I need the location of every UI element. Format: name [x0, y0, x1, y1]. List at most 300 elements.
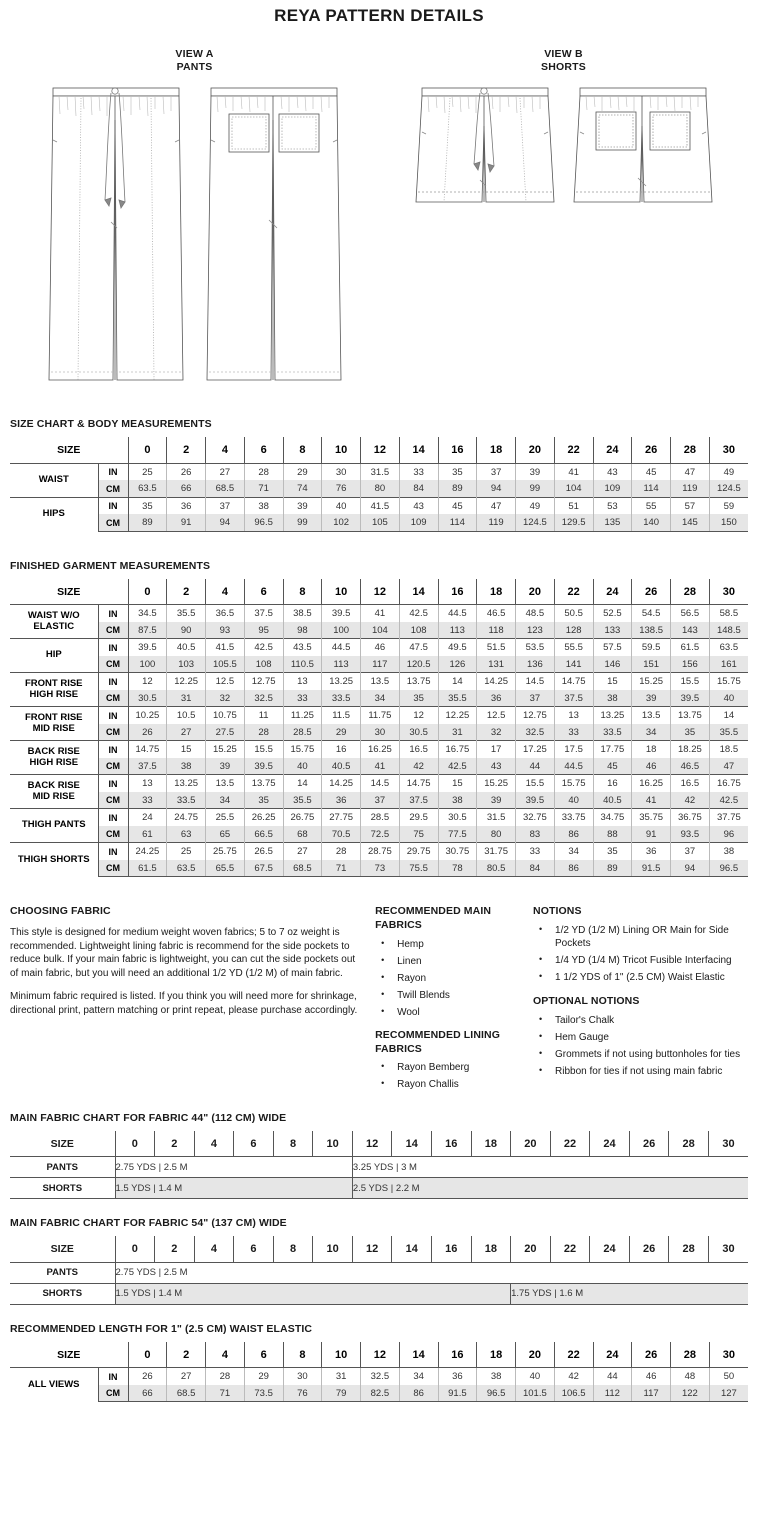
data-cell: 63.5 — [709, 639, 748, 656]
data-cell: 50.5 — [554, 605, 593, 622]
data-cell: 16.5 — [671, 775, 710, 792]
row-label: FRONT RISE MID RISE — [10, 707, 98, 741]
unit-label-cm: CM — [98, 690, 128, 707]
size-header-24: 24 — [593, 579, 632, 605]
data-cell: 42.5 — [244, 639, 283, 656]
data-cell: 28.5 — [361, 809, 400, 826]
table-row — [10, 826, 748, 843]
unit-label-in: IN — [98, 673, 128, 690]
data-cell: 84 — [516, 860, 555, 877]
data-cell: 91.5 — [438, 1385, 477, 1402]
data-cell: 46 — [632, 1368, 671, 1385]
size-header-10: 10 — [322, 579, 361, 605]
data-cell: 124.5 — [709, 480, 748, 497]
finished-chart-body — [10, 579, 748, 877]
data-cell: 80 — [361, 480, 400, 497]
data-cell: 56.5 — [671, 605, 710, 622]
size-header-26: 26 — [632, 579, 671, 605]
table-header-row — [10, 1131, 748, 1157]
size-header-0: 0 — [128, 1342, 167, 1368]
size-header-12: 12 — [361, 1342, 400, 1368]
yardage-cell: 3.25 YDS | 3 M — [352, 1157, 748, 1178]
data-cell: 25.5 — [206, 809, 245, 826]
data-cell: 79 — [322, 1385, 361, 1402]
data-cell: 38 — [477, 1368, 516, 1385]
data-cell: 26 — [167, 463, 206, 480]
table-row — [10, 1385, 748, 1402]
table-row — [10, 480, 748, 497]
data-cell: 31.75 — [477, 843, 516, 860]
data-cell: 150 — [709, 514, 748, 531]
data-cell: 37 — [477, 463, 516, 480]
data-cell: 94 — [206, 514, 245, 531]
list-item: • 1/2 YD (1/2 M) Lining OR Main for Side Pockets — [533, 924, 748, 951]
data-cell: 28 — [244, 724, 283, 741]
data-cell: 36 — [322, 792, 361, 809]
data-cell: 37.5 — [554, 690, 593, 707]
data-cell: 15.25 — [632, 673, 671, 690]
data-cell: 33 — [516, 843, 555, 860]
data-cell: 95 — [244, 622, 283, 639]
table-row — [10, 792, 748, 809]
row-label: SHORTS — [10, 1283, 115, 1304]
size-header-6: 6 — [234, 1236, 274, 1262]
data-cell: 42.5 — [438, 758, 477, 775]
data-cell: 48.5 — [516, 605, 555, 622]
data-cell: 36.5 — [206, 605, 245, 622]
data-cell: 99 — [516, 480, 555, 497]
data-cell: 29.75 — [399, 843, 438, 860]
elastic-chart-body — [10, 1342, 748, 1402]
unit-label-cm: CM — [98, 656, 128, 673]
data-cell: 118 — [477, 622, 516, 639]
size-header-20: 20 — [516, 1342, 555, 1368]
size-header-6: 6 — [234, 1131, 274, 1157]
data-cell: 47 — [477, 497, 516, 514]
shorts-front-illustration — [410, 80, 560, 215]
choosing-fabric-paragraph-1: This style is designed for medium weight woven fabrics; 5 to 7 oz weight is recommended. Lightweight lining fabric is recommend for the side pockets to reduce bulk. If your main fabric is lightweight, you can cut the side pockets out of main fabric, but you will need an additional 1/2 YD (1/2 M) of main fabric. — [10, 926, 356, 980]
table-row — [10, 656, 748, 673]
data-cell: 94 — [477, 480, 516, 497]
data-cell: 80 — [477, 826, 516, 843]
data-cell: 40.5 — [593, 792, 632, 809]
recommended-main-list — [375, 938, 523, 1020]
view-b-caption — [541, 48, 586, 74]
data-cell: 59.5 — [632, 639, 671, 656]
data-cell: 43.5 — [283, 639, 322, 656]
row-label: HIP — [10, 639, 98, 673]
data-cell: 146 — [593, 656, 632, 673]
elastic-chart-table — [10, 1342, 748, 1403]
data-cell: 41.5 — [361, 497, 400, 514]
data-cell: 87.5 — [128, 622, 167, 639]
data-cell: 100 — [322, 622, 361, 639]
view-b-line1: VIEW B — [544, 48, 583, 60]
size-header-label: SIZE — [10, 1131, 115, 1157]
size-header-10: 10 — [322, 437, 361, 463]
size-header-18: 18 — [471, 1131, 511, 1157]
table-header-row — [10, 1236, 748, 1262]
data-cell: 36 — [477, 690, 516, 707]
unit-label-cm: CM — [98, 514, 128, 531]
list-item: • Tailor's Chalk — [533, 1014, 748, 1028]
data-cell: 18 — [632, 741, 671, 758]
size-header-14: 14 — [392, 1236, 432, 1262]
data-cell: 16.75 — [709, 775, 748, 792]
data-cell: 145 — [671, 514, 710, 531]
row-label: BACK RISE HIGH RISE — [10, 741, 98, 775]
data-cell: 16 — [593, 775, 632, 792]
data-cell: 51.5 — [477, 639, 516, 656]
unit-label-cm: CM — [98, 860, 128, 877]
row-label: WAIST — [10, 463, 98, 497]
fabric-44-table — [10, 1131, 748, 1200]
data-cell: 34.75 — [593, 809, 632, 826]
size-header-26: 26 — [632, 1342, 671, 1368]
data-cell: 55 — [632, 497, 671, 514]
data-cell: 71 — [244, 480, 283, 497]
recommended-lining-list — [375, 1061, 523, 1092]
size-header-label: SIZE — [10, 1342, 128, 1368]
table-row — [10, 1157, 748, 1178]
size-header-12: 12 — [361, 437, 400, 463]
data-cell: 35.5 — [438, 690, 477, 707]
data-cell: 36 — [438, 1368, 477, 1385]
data-cell: 14.5 — [516, 673, 555, 690]
yardage-cell: 1.5 YDS | 1.4 M — [115, 1178, 352, 1199]
data-cell: 156 — [671, 656, 710, 673]
data-cell: 33.75 — [554, 809, 593, 826]
size-header-20: 20 — [516, 579, 555, 605]
data-cell: 26 — [128, 1368, 167, 1385]
unit-label-in: IN — [98, 639, 128, 656]
size-header-22: 22 — [554, 579, 593, 605]
data-cell: 84 — [399, 480, 438, 497]
yardage-cell: 1.5 YDS | 1.4 M — [115, 1283, 511, 1304]
size-header-28: 28 — [671, 579, 710, 605]
data-cell: 15.75 — [283, 741, 322, 758]
data-cell: 17.25 — [516, 741, 555, 758]
data-cell: 16.25 — [632, 775, 671, 792]
unit-label-in: IN — [98, 707, 128, 724]
view-a-figures — [41, 80, 349, 390]
data-cell: 38 — [244, 497, 283, 514]
choosing-fabric-column — [10, 905, 375, 1026]
size-header-0: 0 — [128, 579, 167, 605]
size-header-24: 24 — [590, 1131, 630, 1157]
fabric-54-body — [10, 1236, 748, 1304]
data-cell: 27.5 — [206, 724, 245, 741]
data-cell: 46.5 — [671, 758, 710, 775]
data-cell: 148.5 — [709, 622, 748, 639]
data-cell: 65 — [206, 826, 245, 843]
data-cell: 13.5 — [361, 673, 400, 690]
size-header-30: 30 — [708, 1236, 748, 1262]
data-cell: 140 — [632, 514, 671, 531]
data-cell: 131 — [477, 656, 516, 673]
size-header-8: 8 — [273, 1236, 313, 1262]
data-cell: 38.5 — [283, 605, 322, 622]
list-item: • Wool — [375, 1006, 523, 1020]
data-cell: 43 — [399, 497, 438, 514]
elastic-chart-heading: RECOMMENDED LENGTH FOR 1" (2.5 CM) WAIST ELASTIC — [10, 1322, 313, 1335]
data-cell: 26.5 — [244, 843, 283, 860]
row-label: PANTS — [10, 1262, 115, 1283]
size-header-6: 6 — [244, 579, 283, 605]
size-header-26: 26 — [629, 1131, 669, 1157]
data-cell: 35.5 — [167, 605, 206, 622]
table-row — [10, 605, 748, 622]
data-cell: 91.5 — [632, 860, 671, 877]
unit-label-cm: CM — [98, 1385, 128, 1402]
data-cell: 13.75 — [399, 673, 438, 690]
data-cell: 28 — [206, 1368, 245, 1385]
row-label: ALL VIEWS — [10, 1368, 98, 1402]
data-cell: 27.75 — [322, 809, 361, 826]
data-cell: 123 — [516, 622, 555, 639]
fabric-44-heading: MAIN FABRIC CHART FOR FABRIC 44" (112 CM) WIDE — [10, 1111, 287, 1124]
data-cell: 25.75 — [206, 843, 245, 860]
data-cell: 102 — [322, 514, 361, 531]
data-cell: 14 — [709, 707, 748, 724]
size-header-10: 10 — [313, 1236, 353, 1262]
data-cell: 73 — [361, 860, 400, 877]
size-header-30: 30 — [709, 1342, 748, 1368]
data-cell: 13.75 — [244, 775, 283, 792]
data-cell: 29.5 — [399, 809, 438, 826]
data-cell: 32.75 — [516, 809, 555, 826]
data-cell: 13.25 — [167, 775, 206, 792]
data-cell: 108 — [399, 622, 438, 639]
data-cell: 39 — [206, 758, 245, 775]
data-cell: 59 — [709, 497, 748, 514]
size-header-12: 12 — [352, 1131, 392, 1157]
size-chart-heading: SIZE CHART & BODY MEASUREMENTS — [10, 418, 212, 431]
data-cell: 89 — [128, 514, 167, 531]
view-b-block — [379, 48, 748, 390]
data-cell: 14.25 — [322, 775, 361, 792]
data-cell: 13.25 — [593, 707, 632, 724]
table-row — [10, 497, 748, 514]
data-cell: 70.5 — [322, 826, 361, 843]
data-cell: 14.75 — [399, 775, 438, 792]
size-header-label: SIZE — [10, 1236, 115, 1262]
data-cell: 141 — [554, 656, 593, 673]
data-cell: 110.5 — [283, 656, 322, 673]
data-cell: 40 — [516, 1368, 555, 1385]
data-cell: 42.5 — [709, 792, 748, 809]
data-cell: 27 — [167, 724, 206, 741]
data-cell: 49.5 — [438, 639, 477, 656]
choosing-fabric-heading: CHOOSING FABRIC — [10, 905, 111, 918]
data-cell: 39.5 — [516, 792, 555, 809]
data-cell: 38 — [709, 843, 748, 860]
data-cell: 14.75 — [554, 673, 593, 690]
data-cell: 13.25 — [322, 673, 361, 690]
data-cell: 54.5 — [632, 605, 671, 622]
size-header-2: 2 — [167, 437, 206, 463]
data-cell: 12.5 — [477, 707, 516, 724]
data-cell: 77.5 — [438, 826, 477, 843]
size-header-12: 12 — [361, 579, 400, 605]
table-header-row — [10, 579, 748, 605]
size-header-2: 2 — [167, 579, 206, 605]
data-cell: 40.5 — [322, 758, 361, 775]
data-cell: 45 — [632, 463, 671, 480]
data-cell: 13.5 — [632, 707, 671, 724]
unit-label-in: IN — [98, 809, 128, 826]
data-cell: 63.5 — [167, 860, 206, 877]
data-cell: 63.5 — [128, 480, 167, 497]
list-item: • Hemp — [375, 938, 523, 952]
data-cell: 74 — [283, 480, 322, 497]
data-cell: 109 — [593, 480, 632, 497]
data-cell: 13 — [283, 673, 322, 690]
data-cell: 12 — [399, 707, 438, 724]
data-cell: 26.75 — [283, 809, 322, 826]
data-cell: 31 — [167, 690, 206, 707]
data-cell: 91 — [632, 826, 671, 843]
data-cell: 66 — [128, 1385, 167, 1402]
data-cell: 88 — [593, 826, 632, 843]
data-cell: 33 — [554, 724, 593, 741]
size-header-22: 22 — [550, 1236, 590, 1262]
data-cell: 29 — [244, 1368, 283, 1385]
data-cell: 61 — [128, 826, 167, 843]
data-cell: 51 — [554, 497, 593, 514]
data-cell: 46 — [361, 639, 400, 656]
data-cell: 25 — [167, 843, 206, 860]
data-cell: 35.75 — [632, 809, 671, 826]
data-cell: 45 — [438, 497, 477, 514]
table-header-row — [10, 1342, 748, 1368]
data-cell: 42.5 — [399, 605, 438, 622]
data-cell: 26.25 — [244, 809, 283, 826]
data-cell: 57.5 — [593, 639, 632, 656]
data-cell: 15 — [167, 741, 206, 758]
pants-back-illustration — [199, 80, 349, 390]
data-cell: 31.5 — [477, 809, 516, 826]
recommended-lining-heading: RECOMMENDED LINING FABRICS — [375, 1029, 500, 1055]
view-a-line1: VIEW A — [175, 48, 214, 60]
technical-illustrations — [10, 30, 748, 390]
data-cell: 117 — [361, 656, 400, 673]
data-cell: 90 — [167, 622, 206, 639]
data-cell: 114 — [438, 514, 477, 531]
data-cell: 73.5 — [244, 1385, 283, 1402]
fabric-54-table — [10, 1236, 748, 1305]
row-label: THIGH SHORTS — [10, 843, 98, 877]
size-header-30: 30 — [709, 579, 748, 605]
data-cell: 86 — [554, 860, 593, 877]
data-cell: 17.5 — [554, 741, 593, 758]
data-cell: 143 — [671, 622, 710, 639]
data-cell: 75.5 — [399, 860, 438, 877]
data-cell: 28 — [322, 843, 361, 860]
data-cell: 41 — [632, 792, 671, 809]
data-cell: 32 — [206, 690, 245, 707]
data-cell: 43 — [593, 463, 632, 480]
data-cell: 28.5 — [283, 724, 322, 741]
data-cell: 66.5 — [244, 826, 283, 843]
choosing-fabric-paragraph-2: Minimum fabric required is listed. If you think you will need more for shrinkage, directional print, pattern matching or print repeat, please purchase accordingly. — [10, 991, 358, 1016]
size-header-20: 20 — [511, 1236, 551, 1262]
data-cell: 68.5 — [206, 480, 245, 497]
data-cell: 47.5 — [399, 639, 438, 656]
table-row — [10, 724, 748, 741]
yardage-cell: 2.75 YDS | 2.5 M — [115, 1157, 352, 1178]
data-cell: 33 — [283, 690, 322, 707]
notions-list — [533, 924, 748, 985]
size-header-30: 30 — [708, 1131, 748, 1157]
list-item: • Ribbon for ties if not using main fabric — [533, 1065, 748, 1079]
data-cell: 39 — [632, 690, 671, 707]
data-cell: 37.5 — [399, 792, 438, 809]
list-item: • Rayon — [375, 972, 523, 986]
data-cell: 35 — [128, 497, 167, 514]
data-cell: 30.5 — [128, 690, 167, 707]
data-cell: 15.75 — [709, 673, 748, 690]
data-cell: 35.5 — [283, 792, 322, 809]
data-cell: 133 — [593, 622, 632, 639]
data-cell: 15.5 — [671, 673, 710, 690]
data-cell: 24.75 — [167, 809, 206, 826]
data-cell: 28 — [244, 463, 283, 480]
data-cell: 15 — [593, 673, 632, 690]
data-cell: 34 — [361, 690, 400, 707]
table-row — [10, 639, 748, 656]
data-cell: 66 — [167, 480, 206, 497]
size-header-18: 18 — [477, 1342, 516, 1368]
row-label: HIPS — [10, 497, 98, 531]
data-cell: 93 — [206, 622, 245, 639]
size-header-22: 22 — [550, 1131, 590, 1157]
data-cell: 34 — [554, 843, 593, 860]
data-cell: 14.5 — [361, 775, 400, 792]
size-header-0: 0 — [115, 1131, 155, 1157]
data-cell: 17.75 — [593, 741, 632, 758]
size-header-12: 12 — [352, 1236, 392, 1262]
data-cell: 15.5 — [516, 775, 555, 792]
data-cell: 13 — [128, 775, 167, 792]
data-cell: 16.5 — [399, 741, 438, 758]
view-a-line2: PANTS — [176, 61, 213, 74]
data-cell: 93.5 — [671, 826, 710, 843]
size-header-2: 2 — [167, 1342, 206, 1368]
yardage-cell: 1.75 YDS | 1.6 M — [511, 1283, 748, 1304]
data-cell: 61.5 — [128, 860, 167, 877]
data-cell: 119 — [477, 514, 516, 531]
unit-label-cm: CM — [98, 758, 128, 775]
data-cell: 67.5 — [244, 860, 283, 877]
finished-chart-heading: FINISHED GARMENT MEASUREMENTS — [10, 559, 211, 572]
data-cell: 13.5 — [206, 775, 245, 792]
data-cell: 32.5 — [244, 690, 283, 707]
data-cell: 33.5 — [167, 792, 206, 809]
size-chart-body — [10, 437, 748, 531]
data-cell: 71 — [322, 860, 361, 877]
data-cell: 57 — [671, 497, 710, 514]
size-header-6: 6 — [244, 437, 283, 463]
data-cell: 30 — [322, 463, 361, 480]
fabric-44-body — [10, 1131, 748, 1199]
data-cell: 17 — [477, 741, 516, 758]
data-cell: 43 — [477, 758, 516, 775]
list-item: • 1 1/2 YDS of 1" (2.5 CM) Waist Elastic — [533, 971, 748, 985]
data-cell: 55.5 — [554, 639, 593, 656]
data-cell: 82.5 — [361, 1385, 400, 1402]
data-cell: 29 — [322, 724, 361, 741]
